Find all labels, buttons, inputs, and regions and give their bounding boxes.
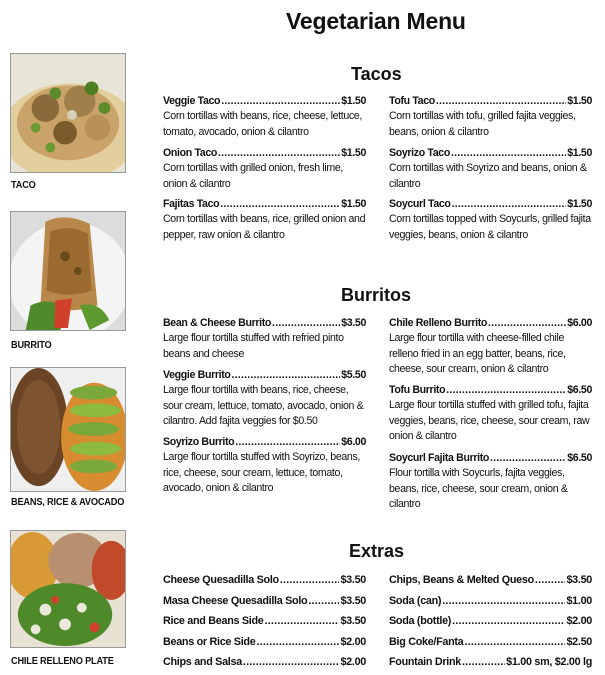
beans-rice-avocado-photo [10, 367, 126, 492]
item-name: Chile Relleno Burrito [389, 317, 488, 329]
item-price: $1.00 sm, $2.00 lg [506, 656, 592, 668]
item-name: Soycurl Taco [389, 198, 451, 210]
item-description: Large flour tortilla with beans, rice, cheese, sour cream, lettuce, tomato, avocado, onion & cilantro. Add fajita veggies for $0.50 [163, 384, 364, 427]
extra-item [389, 655, 592, 670]
extras-section-title: Extras [349, 541, 405, 561]
taco-caption: TACO [11, 180, 36, 191]
item-description: Corn tortillas with grilled onion, fresh lime, onion & cilantro [163, 162, 343, 190]
item-price: $1.50 [567, 147, 592, 159]
item-name: Rice and Beans Side [163, 615, 264, 627]
item-name: Beans or Rice Side [163, 636, 256, 648]
menu-item [163, 435, 366, 496]
item-name: Tofu Burrito [389, 384, 446, 396]
item-price: $1.50 [567, 95, 592, 107]
item-name: Tofu Taco [389, 95, 435, 107]
item-name: Big Coke/Fanta [389, 636, 464, 648]
item-description: Large flour tortilla stuffed with refried pinto beans and cheese [163, 332, 344, 360]
burrito-caption: BURRITO [11, 340, 52, 351]
extra-item [163, 635, 366, 650]
item-price: $1.50 [341, 147, 366, 159]
item-price: $3.50 [341, 317, 366, 329]
taco-photo [10, 53, 126, 173]
item-name: Bean & Cheese Burrito [163, 317, 272, 329]
menu-item [389, 94, 592, 140]
item-name: Fajitas Taco [163, 198, 220, 210]
item-price: $2.50 [566, 636, 592, 648]
menu-item [389, 146, 592, 192]
extra-item [163, 655, 366, 670]
menu-item [163, 316, 366, 362]
item-name: Onion Taco [163, 147, 217, 159]
item-description: Large flour tortilla with cheese-filled chile relleno fried in an egg batter, beans, rice, cheese, sour cream, onion & cilantro [389, 332, 566, 375]
menu-item [389, 197, 592, 243]
extra-item [163, 573, 366, 588]
chile-relleno-caption: CHILE RELLENO PLATE [11, 656, 114, 667]
item-price: $2.00 [340, 636, 366, 648]
menu-item [163, 197, 366, 243]
burritos-section-title: Burritos [341, 285, 412, 305]
tacos-section-title: Tacos [351, 64, 402, 84]
extra-item [389, 573, 592, 588]
menu-item [389, 316, 592, 377]
item-price: $1.00 [566, 595, 592, 607]
item-name: Fountain Drink [389, 656, 461, 668]
item-name: Soda (can) [389, 595, 442, 607]
menu-title: Vegetarian Menu [286, 8, 466, 34]
item-description: Corn tortillas with tofu, grilled fajita veggies, beans, onion & cilantro [389, 110, 576, 138]
item-name: Soyrizo Burrito [163, 436, 235, 448]
item-description: Corn tortillas with beans, rice, grilled onion and pepper, raw onion & cilantro [163, 213, 366, 241]
item-price: $1.50 [567, 198, 592, 210]
item-description: Corn tortillas with beans, rice, cheese, lettuce, tomato, avocado, onion & cilantro [163, 110, 362, 138]
item-price: $3.50 [566, 574, 592, 586]
menu-item [163, 146, 366, 192]
extra-item [163, 594, 366, 609]
item-description: Corn tortillas with Soyrizo and beans, onion & cilantro [389, 162, 587, 190]
item-price: $3.50 [340, 574, 366, 586]
burrito-photo [10, 211, 126, 331]
menu-item [163, 368, 366, 429]
extra-item [389, 594, 592, 609]
item-price: $6.50 [567, 384, 592, 396]
extra-item [389, 635, 592, 650]
extra-item [163, 614, 366, 629]
item-name: Veggie Taco [163, 95, 221, 107]
item-name: Masa Cheese Quesadilla Solo [163, 595, 308, 607]
item-description: Flour tortilla with Soycurls, fajita veggies, beans, rice, cheese, sour cream, onion & cilantro [389, 467, 568, 510]
item-description: Large flour tortilla stuffed with grilled tofu, fajita veggies, beans, rice, cheese, sour cream, raw onion & cilantro [389, 399, 590, 442]
menu-item [389, 451, 592, 512]
menu-item [389, 383, 592, 444]
item-name: Soda (bottle) [389, 615, 452, 627]
item-description: Large flour tortilla stuffed with Soyrizo, beans, rice, cheese, sour cream, lettuce, tomato, avocado, onion & cilantro [163, 451, 360, 494]
item-price: $1.50 [341, 95, 366, 107]
beans-rice-avocado-caption: BEANS, RICE & AVOCADO [11, 497, 125, 508]
extra-item [389, 614, 592, 629]
item-price: $3.50 [340, 615, 366, 627]
item-price: $3.50 [340, 595, 366, 607]
item-name: Soyrizo Taco [389, 147, 450, 159]
item-name: Chips and Salsa [163, 656, 242, 668]
item-price: $6.00 [341, 436, 366, 448]
item-price: $1.50 [341, 198, 366, 210]
item-price: $6.00 [567, 317, 592, 329]
item-name: Cheese Quesadilla Solo [163, 574, 279, 586]
item-description: Corn tortillas topped with Soycurls, grilled fajita veggies, beans, onion & cilantro [389, 213, 591, 241]
item-name: Soycurl Fajita Burrito [389, 452, 490, 464]
chile-relleno-photo [10, 530, 126, 648]
item-price: $2.00 [566, 615, 592, 627]
item-price: $6.50 [567, 452, 592, 464]
menu-item [163, 94, 366, 140]
item-price: $5.50 [341, 369, 366, 381]
item-price: $2.00 [340, 656, 366, 668]
item-name: Chips, Beans & Melted Queso [389, 574, 534, 586]
item-name: Veggie Burrito [163, 369, 231, 381]
